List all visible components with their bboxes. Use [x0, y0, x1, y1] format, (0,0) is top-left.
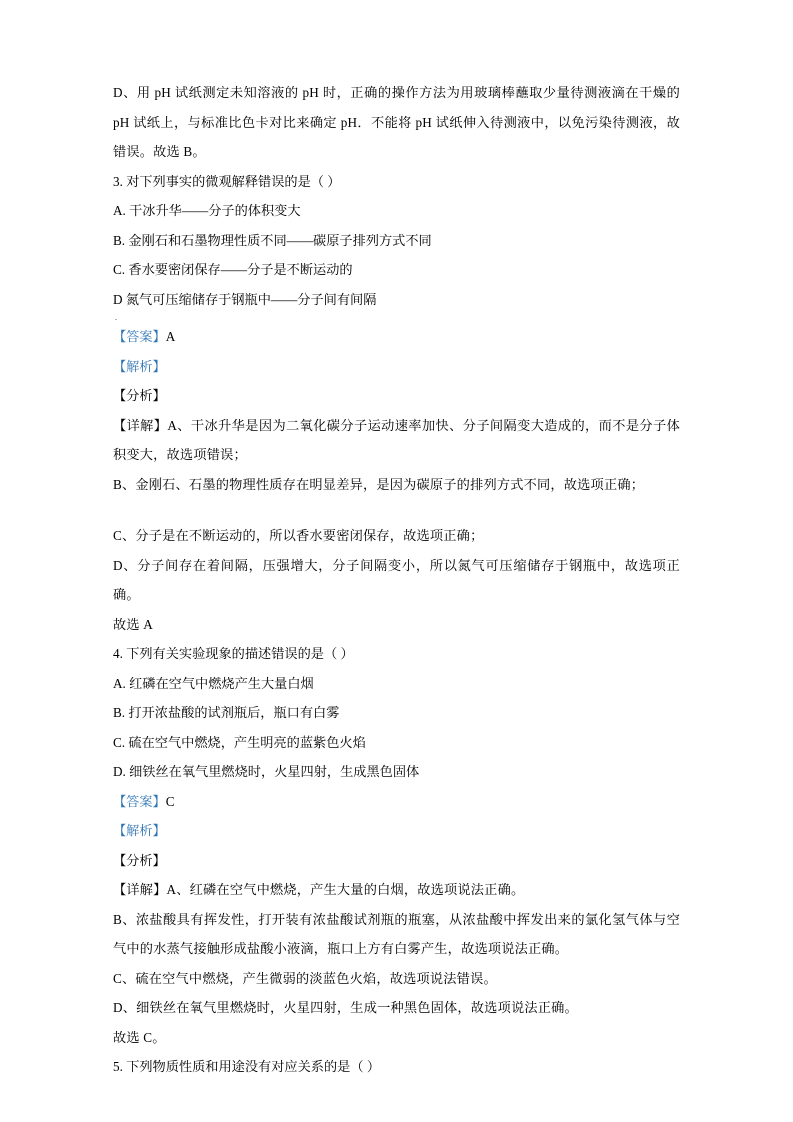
- explanation-label-4: 【解析】: [113, 823, 166, 838]
- option-4-c: C. 硫在空气中燃烧，产生明亮的蓝紫色火焰: [113, 734, 366, 750]
- question-stem-4: 4. 下列有关实验现象的描述错误的是（ ）: [113, 646, 354, 661]
- analysis-heading: 【分析】: [113, 388, 166, 403]
- answer-value: A: [165, 329, 176, 344]
- document-body: [113, 78, 680, 1082]
- explanation-tag: [113, 352, 680, 382]
- answer-label: 【答案】: [113, 329, 166, 344]
- paragraph: D、用 pH 试纸测定未知溶液的 pH 时，正确的操作方法为用玻璃棒蘸取少量待测液滴在干燥的 pH 试纸上，与标准比色卡对比来确定 pH．不能将 pH 试纸伸入待测液中，以免污染待测液，故错误。故选 B。: [113, 85, 680, 159]
- question-stem-5: 5. 下列物质性质和用途没有对应关系的是（ ）: [113, 1059, 381, 1074]
- option-a: A. 干冰升华——分子的体积变大: [113, 203, 301, 218]
- question-stem: 3. 对下列事实的微观解释错误的是（ ）: [113, 173, 341, 189]
- detail-paragraph-c: C、分子是在不断运动的，所以香水要密闭保存，故选项正确；: [113, 528, 484, 543]
- detail-paragraph-d: D、分子间存在着间隔，压强增大，分子间隔变小，所以氮气可压缩储存于钢瓶中，故选项正确。: [113, 557, 680, 602]
- answer-tag-4: [113, 787, 680, 817]
- explanation-label: 【解析】: [113, 358, 166, 374]
- analysis-heading-4: 【分析】: [113, 852, 166, 868]
- detail-paragraph-a: 【详解】A、干冰升华是因为二氧化碳分子运动速率加快、分子间隔变大造成的，而不是分子体积变大，故选项错误；: [113, 417, 680, 462]
- detail-4-paragraph-a: 【详解】A、红磷在空气中燃烧，产生大量的白烟，故选项说法正确。: [113, 882, 525, 897]
- option-4-b: B. 打开浓盐酸的试剂瓶后，瓶口有白雾: [113, 705, 340, 720]
- detail-paragraph-b: B、金刚石、石墨的物理性质存在明显差异，是因为碳原子的排列方式不同，故选项正确；: [113, 476, 645, 492]
- option-c: C. 香水要密闭保存——分子是不断运动的: [113, 262, 353, 277]
- paragraph-gap: [113, 499, 680, 521]
- stray-dot: .: [115, 313, 117, 322]
- option-4-d: D. 细铁丝在氧气里燃烧时，火星四射，生成黑色固体: [113, 764, 420, 779]
- detail-4-paragraph-b: B、浓盐酸具有挥发性，打开装有浓盐酸试剂瓶的瓶塞，从浓盐酸中挥发出来的氯化氢气体与空气中的水蒸气接触形成盐酸小液滴，瓶口上方有白雾产生，故选项说法正确。: [113, 911, 680, 956]
- answer-tag: [113, 322, 680, 352]
- answer-value-4: C: [165, 793, 175, 809]
- explanation-tag-4: [113, 816, 680, 846]
- option-d: D 氮气可压缩储存于钢瓶中——分子间有间隔: [113, 291, 377, 307]
- answer-label-4: 【答案】: [113, 793, 166, 809]
- conclusion-line-4: 故选 C。: [113, 1029, 166, 1045]
- conclusion-line: 故选 A: [113, 616, 153, 632]
- option-b: B. 金刚石和石墨物理性质不同——碳原子排列方式不同: [113, 232, 432, 248]
- detail-4-paragraph-d: D、细铁丝在氧气里燃烧时，火星四射，生成一种黑色固体，故选项说法正确。: [113, 1000, 578, 1015]
- detail-4-paragraph-c: C、硫在空气中燃烧，产生微弱的淡蓝色火焰，故选项说法错误。: [113, 970, 497, 986]
- option-4-a: A. 红磷在空气中燃烧产生大量白烟: [113, 675, 314, 691]
